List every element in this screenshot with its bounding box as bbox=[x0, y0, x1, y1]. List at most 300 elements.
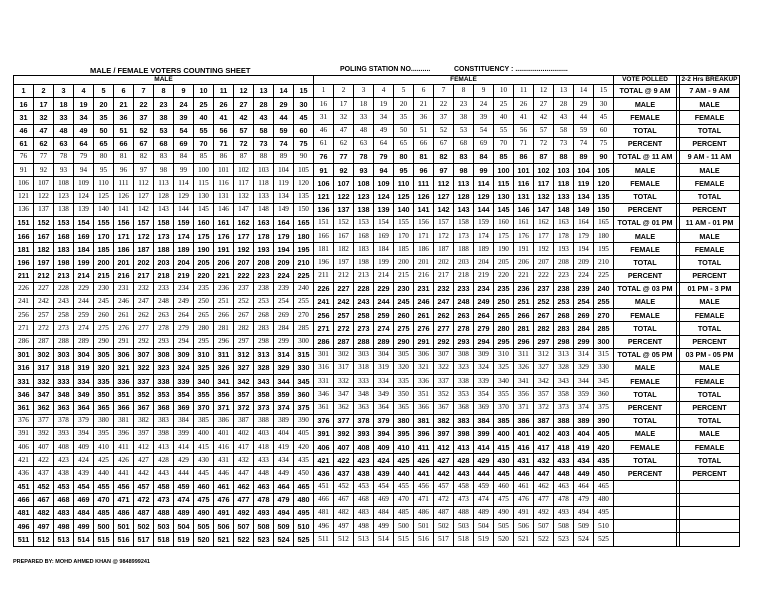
male-voter-number-cell[interactable]: 119 bbox=[274, 177, 294, 190]
female-voter-number-cell[interactable]: 239 bbox=[574, 282, 594, 295]
female-voter-number-cell[interactable]: 507 bbox=[534, 520, 554, 533]
male-voter-number-cell[interactable]: 247 bbox=[134, 296, 154, 309]
female-voter-number-cell[interactable]: 347 bbox=[334, 388, 354, 401]
male-voter-number-cell[interactable]: 248 bbox=[154, 296, 174, 309]
male-voter-number-cell[interactable]: 125 bbox=[94, 190, 114, 203]
female-voter-number-cell[interactable]: 136 bbox=[314, 203, 334, 216]
female-voter-number-cell[interactable]: 270 bbox=[594, 309, 614, 322]
female-voter-number-cell[interactable]: 142 bbox=[434, 203, 454, 216]
female-voter-number-cell[interactable]: 231 bbox=[414, 282, 434, 295]
male-voter-number-cell[interactable]: 28 bbox=[254, 98, 274, 111]
female-voter-number-cell[interactable]: 252 bbox=[534, 296, 554, 309]
male-voter-number-cell[interactable]: 316 bbox=[14, 361, 34, 374]
breakup-entry[interactable]: MALE bbox=[680, 230, 740, 243]
female-voter-number-cell[interactable]: 476 bbox=[514, 493, 534, 506]
male-voter-number-cell[interactable]: 124 bbox=[74, 190, 94, 203]
female-voter-number-cell[interactable]: 248 bbox=[454, 296, 474, 309]
female-voter-number-cell[interactable]: 445 bbox=[494, 467, 514, 480]
male-voter-number-cell[interactable]: 105 bbox=[294, 164, 314, 177]
male-voter-number-cell[interactable]: 515 bbox=[94, 533, 114, 546]
male-voter-number-cell[interactable]: 208 bbox=[254, 256, 274, 269]
male-voter-number-cell[interactable]: 50 bbox=[94, 124, 114, 137]
male-voter-number-cell[interactable]: 348 bbox=[54, 388, 74, 401]
female-voter-number-cell[interactable]: 479 bbox=[574, 493, 594, 506]
female-voter-number-cell[interactable]: 213 bbox=[354, 269, 374, 282]
male-voter-number-cell[interactable]: 388 bbox=[254, 414, 274, 427]
female-voter-number-cell[interactable]: 389 bbox=[574, 414, 594, 427]
vote-polled-entry[interactable]: FEMALE bbox=[614, 441, 677, 454]
female-voter-number-cell[interactable]: 495 bbox=[594, 507, 614, 520]
male-voter-number-cell[interactable]: 154 bbox=[74, 216, 94, 229]
female-voter-number-cell[interactable]: 502 bbox=[434, 520, 454, 533]
female-voter-number-cell[interactable]: 73 bbox=[554, 137, 574, 150]
female-voter-number-cell[interactable]: 125 bbox=[394, 190, 414, 203]
male-voter-number-cell[interactable]: 4 bbox=[74, 85, 94, 98]
female-voter-number-cell[interactable]: 4 bbox=[374, 85, 394, 98]
male-voter-number-cell[interactable]: 243 bbox=[54, 296, 74, 309]
female-voter-number-cell[interactable]: 524 bbox=[574, 533, 594, 546]
female-voter-number-cell[interactable]: 176 bbox=[514, 230, 534, 243]
male-voter-number-cell[interactable]: 299 bbox=[274, 335, 294, 348]
male-voter-number-cell[interactable]: 148 bbox=[254, 203, 274, 216]
male-voter-number-cell[interactable]: 275 bbox=[94, 322, 114, 335]
breakup-entry[interactable]: PERCENT bbox=[680, 137, 740, 150]
male-voter-number-cell[interactable]: 485 bbox=[94, 507, 114, 520]
male-voter-number-cell[interactable]: 110 bbox=[94, 177, 114, 190]
male-voter-number-cell[interactable]: 391 bbox=[14, 427, 34, 440]
male-voter-number-cell[interactable]: 32 bbox=[34, 111, 54, 124]
male-voter-number-cell[interactable]: 103 bbox=[254, 164, 274, 177]
male-voter-number-cell[interactable]: 122 bbox=[34, 190, 54, 203]
female-voter-number-cell[interactable]: 162 bbox=[534, 216, 554, 229]
male-voter-number-cell[interactable]: 508 bbox=[254, 520, 274, 533]
male-voter-number-cell[interactable]: 456 bbox=[114, 480, 134, 493]
female-voter-number-cell[interactable]: 407 bbox=[334, 441, 354, 454]
female-voter-number-cell[interactable]: 186 bbox=[414, 243, 434, 256]
male-voter-number-cell[interactable]: 349 bbox=[74, 388, 94, 401]
female-voter-number-cell[interactable]: 160 bbox=[494, 216, 514, 229]
male-voter-number-cell[interactable]: 76 bbox=[14, 150, 34, 163]
male-voter-number-cell[interactable]: 297 bbox=[234, 335, 254, 348]
male-voter-number-cell[interactable]: 155 bbox=[94, 216, 114, 229]
female-voter-number-cell[interactable]: 49 bbox=[374, 124, 394, 137]
female-voter-number-cell[interactable]: 116 bbox=[514, 177, 534, 190]
male-voter-number-cell[interactable]: 427 bbox=[134, 454, 154, 467]
male-voter-number-cell[interactable]: 164 bbox=[274, 216, 294, 229]
female-voter-number-cell[interactable]: 131 bbox=[514, 190, 534, 203]
female-voter-number-cell[interactable]: 39 bbox=[474, 111, 494, 124]
male-voter-number-cell[interactable]: 517 bbox=[134, 533, 154, 546]
breakup-entry[interactable]: MALE bbox=[680, 361, 740, 374]
male-voter-number-cell[interactable]: 491 bbox=[214, 507, 234, 520]
female-voter-number-cell[interactable]: 412 bbox=[434, 441, 454, 454]
female-voter-number-cell[interactable]: 393 bbox=[354, 427, 374, 440]
female-voter-number-cell[interactable]: 457 bbox=[434, 480, 454, 493]
female-voter-number-cell[interactable]: 107 bbox=[334, 177, 354, 190]
male-voter-number-cell[interactable]: 415 bbox=[194, 441, 214, 454]
female-voter-number-cell[interactable]: 161 bbox=[514, 216, 534, 229]
male-voter-number-cell[interactable]: 309 bbox=[174, 348, 194, 361]
female-voter-number-cell[interactable]: 201 bbox=[414, 256, 434, 269]
vote-polled-entry[interactable]: PERCENT bbox=[614, 467, 677, 480]
female-voter-number-cell[interactable]: 82 bbox=[434, 150, 454, 163]
female-voter-number-cell[interactable]: 478 bbox=[554, 493, 574, 506]
female-voter-number-cell[interactable]: 293 bbox=[454, 335, 474, 348]
female-voter-number-cell[interactable]: 261 bbox=[414, 309, 434, 322]
male-voter-number-cell[interactable]: 30 bbox=[294, 98, 314, 111]
female-voter-number-cell[interactable]: 297 bbox=[534, 335, 554, 348]
female-voter-number-cell[interactable]: 127 bbox=[434, 190, 454, 203]
male-voter-number-cell[interactable]: 335 bbox=[94, 375, 114, 388]
male-voter-number-cell[interactable]: 471 bbox=[114, 493, 134, 506]
male-voter-number-cell[interactable]: 359 bbox=[274, 388, 294, 401]
male-voter-number-cell[interactable]: 477 bbox=[234, 493, 254, 506]
male-voter-number-cell[interactable]: 98 bbox=[154, 164, 174, 177]
male-voter-number-cell[interactable]: 180 bbox=[294, 230, 314, 243]
vote-polled-block-header[interactable]: TOTAL @ 03 PM bbox=[614, 282, 677, 295]
female-voter-number-cell[interactable]: 172 bbox=[434, 230, 454, 243]
female-voter-number-cell[interactable]: 427 bbox=[434, 454, 454, 467]
male-voter-number-cell[interactable]: 121 bbox=[14, 190, 34, 203]
male-voter-number-cell[interactable]: 331 bbox=[14, 375, 34, 388]
male-voter-number-cell[interactable]: 290 bbox=[94, 335, 114, 348]
male-voter-number-cell[interactable]: 202 bbox=[134, 256, 154, 269]
vote-polled-entry[interactable]: PERCENT bbox=[614, 137, 677, 150]
female-voter-number-cell[interactable]: 12 bbox=[534, 85, 554, 98]
male-voter-number-cell[interactable]: 439 bbox=[74, 467, 94, 480]
female-voter-number-cell[interactable]: 265 bbox=[494, 309, 514, 322]
male-voter-number-cell[interactable]: 418 bbox=[254, 441, 274, 454]
female-voter-number-cell[interactable]: 115 bbox=[494, 177, 514, 190]
male-voter-number-cell[interactable]: 132 bbox=[234, 190, 254, 203]
female-voter-number-cell[interactable]: 300 bbox=[594, 335, 614, 348]
male-voter-number-cell[interactable]: 376 bbox=[14, 414, 34, 427]
female-voter-number-cell[interactable]: 221 bbox=[514, 269, 534, 282]
female-voter-number-cell[interactable]: 26 bbox=[514, 98, 534, 111]
male-voter-number-cell[interactable]: 34 bbox=[74, 111, 94, 124]
male-voter-number-cell[interactable]: 440 bbox=[94, 467, 114, 480]
male-voter-number-cell[interactable]: 449 bbox=[274, 467, 294, 480]
male-voter-number-cell[interactable]: 505 bbox=[194, 520, 214, 533]
male-voter-number-cell[interactable]: 245 bbox=[94, 296, 114, 309]
male-voter-number-cell[interactable]: 231 bbox=[114, 282, 134, 295]
male-voter-number-cell[interactable]: 365 bbox=[94, 401, 114, 414]
male-voter-number-cell[interactable]: 459 bbox=[174, 480, 194, 493]
female-voter-number-cell[interactable]: 217 bbox=[434, 269, 454, 282]
male-voter-number-cell[interactable]: 207 bbox=[234, 256, 254, 269]
male-voter-number-cell[interactable]: 301 bbox=[14, 348, 34, 361]
male-voter-number-cell[interactable]: 328 bbox=[254, 361, 274, 374]
male-voter-number-cell[interactable]: 18 bbox=[54, 98, 74, 111]
male-voter-number-cell[interactable]: 106 bbox=[14, 177, 34, 190]
female-voter-number-cell[interactable]: 22 bbox=[434, 98, 454, 111]
male-voter-number-cell[interactable]: 126 bbox=[114, 190, 134, 203]
female-voter-number-cell[interactable]: 219 bbox=[474, 269, 494, 282]
male-voter-number-cell[interactable]: 416 bbox=[214, 441, 234, 454]
female-voter-number-cell[interactable]: 467 bbox=[334, 493, 354, 506]
female-voter-number-cell[interactable]: 66 bbox=[414, 137, 434, 150]
male-voter-number-cell[interactable]: 493 bbox=[254, 507, 274, 520]
male-voter-number-cell[interactable]: 228 bbox=[54, 282, 74, 295]
female-voter-number-cell[interactable]: 7 bbox=[434, 85, 454, 98]
male-voter-number-cell[interactable]: 310 bbox=[194, 348, 214, 361]
male-voter-number-cell[interactable]: 115 bbox=[194, 177, 214, 190]
male-voter-number-cell[interactable]: 192 bbox=[234, 243, 254, 256]
male-voter-number-cell[interactable]: 466 bbox=[14, 493, 34, 506]
female-voter-number-cell[interactable]: 159 bbox=[474, 216, 494, 229]
female-voter-number-cell[interactable]: 121 bbox=[314, 190, 334, 203]
male-voter-number-cell[interactable]: 293 bbox=[154, 335, 174, 348]
female-voter-number-cell[interactable]: 189 bbox=[474, 243, 494, 256]
male-voter-number-cell[interactable]: 142 bbox=[134, 203, 154, 216]
male-voter-number-cell[interactable]: 149 bbox=[274, 203, 294, 216]
male-voter-number-cell[interactable]: 421 bbox=[14, 454, 34, 467]
male-voter-number-cell[interactable]: 194 bbox=[274, 243, 294, 256]
female-voter-number-cell[interactable]: 511 bbox=[314, 533, 334, 546]
male-voter-number-cell[interactable]: 195 bbox=[294, 243, 314, 256]
female-voter-number-cell[interactable]: 54 bbox=[474, 124, 494, 137]
female-voter-number-cell[interactable]: 392 bbox=[334, 427, 354, 440]
female-voter-number-cell[interactable]: 123 bbox=[354, 190, 374, 203]
female-voter-number-cell[interactable]: 512 bbox=[334, 533, 354, 546]
vote-polled-entry[interactable]: MALE bbox=[614, 230, 677, 243]
female-voter-number-cell[interactable]: 405 bbox=[594, 427, 614, 440]
female-voter-number-cell[interactable]: 77 bbox=[334, 150, 354, 163]
female-voter-number-cell[interactable]: 117 bbox=[534, 177, 554, 190]
female-voter-number-cell[interactable]: 328 bbox=[554, 361, 574, 374]
male-voter-number-cell[interactable]: 236 bbox=[214, 282, 234, 295]
female-voter-number-cell[interactable]: 106 bbox=[314, 177, 334, 190]
male-voter-number-cell[interactable]: 408 bbox=[54, 441, 74, 454]
female-voter-number-cell[interactable]: 179 bbox=[574, 230, 594, 243]
male-voter-number-cell[interactable]: 437 bbox=[34, 467, 54, 480]
male-voter-number-cell[interactable]: 67 bbox=[134, 137, 154, 150]
male-voter-number-cell[interactable]: 8 bbox=[154, 85, 174, 98]
female-voter-number-cell[interactable]: 74 bbox=[574, 137, 594, 150]
male-voter-number-cell[interactable]: 147 bbox=[234, 203, 254, 216]
female-voter-number-cell[interactable]: 496 bbox=[314, 520, 334, 533]
male-voter-number-cell[interactable]: 494 bbox=[274, 507, 294, 520]
male-voter-number-cell[interactable]: 339 bbox=[174, 375, 194, 388]
female-voter-number-cell[interactable]: 508 bbox=[554, 520, 574, 533]
male-voter-number-cell[interactable]: 398 bbox=[154, 427, 174, 440]
male-voter-number-cell[interactable]: 137 bbox=[34, 203, 54, 216]
male-voter-number-cell[interactable]: 273 bbox=[54, 322, 74, 335]
male-voter-number-cell[interactable]: 467 bbox=[34, 493, 54, 506]
vote-polled-entry[interactable]: MALE bbox=[614, 361, 677, 374]
male-voter-number-cell[interactable]: 468 bbox=[54, 493, 74, 506]
male-voter-number-cell[interactable]: 263 bbox=[154, 309, 174, 322]
female-voter-number-cell[interactable]: 223 bbox=[554, 269, 574, 282]
female-voter-number-cell[interactable]: 434 bbox=[574, 454, 594, 467]
male-voter-number-cell[interactable]: 80 bbox=[94, 150, 114, 163]
male-voter-number-cell[interactable]: 353 bbox=[154, 388, 174, 401]
female-voter-number-cell[interactable]: 356 bbox=[514, 388, 534, 401]
female-voter-number-cell[interactable]: 481 bbox=[314, 507, 334, 520]
female-voter-number-cell[interactable]: 291 bbox=[414, 335, 434, 348]
male-voter-number-cell[interactable]: 280 bbox=[194, 322, 214, 335]
male-voter-number-cell[interactable]: 279 bbox=[174, 322, 194, 335]
male-voter-number-cell[interactable]: 521 bbox=[214, 533, 234, 546]
breakup-entry[interactable]: PERCENT bbox=[680, 335, 740, 348]
male-voter-number-cell[interactable]: 401 bbox=[214, 427, 234, 440]
female-voter-number-cell[interactable]: 500 bbox=[394, 520, 414, 533]
female-voter-number-cell[interactable]: 25 bbox=[494, 98, 514, 111]
male-voter-number-cell[interactable]: 182 bbox=[34, 243, 54, 256]
male-voter-number-cell[interactable]: 168 bbox=[54, 230, 74, 243]
male-voter-number-cell[interactable]: 108 bbox=[54, 177, 74, 190]
male-voter-number-cell[interactable]: 473 bbox=[154, 493, 174, 506]
female-voter-number-cell[interactable]: 379 bbox=[374, 414, 394, 427]
female-voter-number-cell[interactable]: 463 bbox=[554, 480, 574, 493]
male-voter-number-cell[interactable]: 173 bbox=[154, 230, 174, 243]
male-voter-number-cell[interactable]: 375 bbox=[294, 401, 314, 414]
breakup-entry[interactable]: MALE bbox=[680, 296, 740, 309]
male-voter-number-cell[interactable]: 204 bbox=[174, 256, 194, 269]
male-voter-number-cell[interactable]: 291 bbox=[114, 335, 134, 348]
female-voter-number-cell[interactable]: 246 bbox=[414, 296, 434, 309]
female-voter-number-cell[interactable]: 247 bbox=[434, 296, 454, 309]
female-voter-number-cell[interactable]: 466 bbox=[314, 493, 334, 506]
male-voter-number-cell[interactable]: 511 bbox=[14, 533, 34, 546]
female-voter-number-cell[interactable]: 229 bbox=[374, 282, 394, 295]
male-voter-number-cell[interactable]: 172 bbox=[134, 230, 154, 243]
male-voter-number-cell[interactable]: 59 bbox=[274, 124, 294, 137]
male-voter-number-cell[interactable]: 337 bbox=[134, 375, 154, 388]
male-voter-number-cell[interactable]: 31 bbox=[14, 111, 34, 124]
male-voter-number-cell[interactable]: 48 bbox=[54, 124, 74, 137]
female-voter-number-cell[interactable]: 112 bbox=[434, 177, 454, 190]
female-voter-number-cell[interactable]: 455 bbox=[394, 480, 414, 493]
female-voter-number-cell[interactable]: 501 bbox=[414, 520, 434, 533]
male-voter-number-cell[interactable]: 285 bbox=[294, 322, 314, 335]
female-voter-number-cell[interactable]: 510 bbox=[594, 520, 614, 533]
male-voter-number-cell[interactable]: 395 bbox=[94, 427, 114, 440]
breakup-entry[interactable]: MALE bbox=[680, 98, 740, 111]
male-voter-number-cell[interactable]: 56 bbox=[214, 124, 234, 137]
female-voter-number-cell[interactable]: 258 bbox=[354, 309, 374, 322]
male-voter-number-cell[interactable]: 514 bbox=[74, 533, 94, 546]
female-voter-number-cell[interactable]: 488 bbox=[454, 507, 474, 520]
female-voter-number-cell[interactable]: 57 bbox=[534, 124, 554, 137]
male-voter-number-cell[interactable]: 424 bbox=[74, 454, 94, 467]
male-voter-number-cell[interactable]: 198 bbox=[54, 256, 74, 269]
female-voter-number-cell[interactable]: 419 bbox=[574, 441, 594, 454]
breakup-entry[interactable]: FEMALE bbox=[680, 441, 740, 454]
female-voter-number-cell[interactable]: 269 bbox=[574, 309, 594, 322]
female-voter-number-cell[interactable]: 19 bbox=[374, 98, 394, 111]
female-voter-number-cell[interactable]: 429 bbox=[474, 454, 494, 467]
female-voter-number-cell[interactable]: 310 bbox=[494, 348, 514, 361]
female-voter-number-cell[interactable]: 339 bbox=[474, 375, 494, 388]
breakup-entry[interactable]: TOTAL bbox=[680, 124, 740, 137]
male-voter-number-cell[interactable]: 259 bbox=[74, 309, 94, 322]
breakup-entry[interactable]: FEMALE bbox=[680, 111, 740, 124]
female-voter-number-cell[interactable]: 118 bbox=[554, 177, 574, 190]
female-voter-number-cell[interactable]: 230 bbox=[394, 282, 414, 295]
male-voter-number-cell[interactable]: 400 bbox=[194, 427, 214, 440]
female-voter-number-cell[interactable]: 155 bbox=[394, 216, 414, 229]
male-voter-number-cell[interactable]: 334 bbox=[74, 375, 94, 388]
male-voter-number-cell[interactable]: 295 bbox=[194, 335, 214, 348]
female-voter-number-cell[interactable]: 318 bbox=[354, 361, 374, 374]
male-voter-number-cell[interactable]: 319 bbox=[74, 361, 94, 374]
male-voter-number-cell[interactable]: 97 bbox=[134, 164, 154, 177]
male-voter-number-cell[interactable]: 69 bbox=[174, 137, 194, 150]
female-voter-number-cell[interactable]: 411 bbox=[414, 441, 434, 454]
male-voter-number-cell[interactable]: 72 bbox=[234, 137, 254, 150]
female-voter-number-cell[interactable]: 262 bbox=[434, 309, 454, 322]
male-voter-number-cell[interactable]: 71 bbox=[214, 137, 234, 150]
breakup-entry[interactable]: TOTAL bbox=[680, 256, 740, 269]
female-voter-number-cell[interactable]: 340 bbox=[494, 375, 514, 388]
vote-polled-entry[interactable]: MALE bbox=[614, 427, 677, 440]
male-voter-number-cell[interactable]: 96 bbox=[114, 164, 134, 177]
female-voter-number-cell[interactable]: 76 bbox=[314, 150, 334, 163]
female-voter-number-cell[interactable]: 450 bbox=[594, 467, 614, 480]
female-voter-number-cell[interactable]: 56 bbox=[514, 124, 534, 137]
female-voter-number-cell[interactable]: 462 bbox=[534, 480, 554, 493]
female-voter-number-cell[interactable]: 465 bbox=[594, 480, 614, 493]
male-voter-number-cell[interactable]: 153 bbox=[54, 216, 74, 229]
female-voter-number-cell[interactable]: 218 bbox=[454, 269, 474, 282]
female-voter-number-cell[interactable]: 424 bbox=[374, 454, 394, 467]
male-voter-number-cell[interactable]: 200 bbox=[94, 256, 114, 269]
female-voter-number-cell[interactable]: 210 bbox=[594, 256, 614, 269]
male-voter-number-cell[interactable]: 85 bbox=[194, 150, 214, 163]
male-voter-number-cell[interactable]: 281 bbox=[214, 322, 234, 335]
male-voter-number-cell[interactable]: 333 bbox=[54, 375, 74, 388]
female-voter-number-cell[interactable]: 185 bbox=[394, 243, 414, 256]
female-voter-number-cell[interactable]: 518 bbox=[454, 533, 474, 546]
female-voter-number-cell[interactable]: 516 bbox=[414, 533, 434, 546]
female-voter-number-cell[interactable]: 301 bbox=[314, 348, 334, 361]
male-voter-number-cell[interactable]: 84 bbox=[174, 150, 194, 163]
female-voter-number-cell[interactable]: 521 bbox=[514, 533, 534, 546]
female-voter-number-cell[interactable]: 50 bbox=[394, 124, 414, 137]
male-voter-number-cell[interactable]: 188 bbox=[154, 243, 174, 256]
male-voter-number-cell[interactable]: 399 bbox=[174, 427, 194, 440]
male-voter-number-cell[interactable]: 203 bbox=[154, 256, 174, 269]
female-voter-number-cell[interactable]: 299 bbox=[574, 335, 594, 348]
male-voter-number-cell[interactable]: 254 bbox=[274, 296, 294, 309]
male-voter-number-cell[interactable]: 403 bbox=[254, 427, 274, 440]
male-voter-number-cell[interactable]: 524 bbox=[274, 533, 294, 546]
female-voter-number-cell[interactable]: 17 bbox=[334, 98, 354, 111]
male-voter-number-cell[interactable]: 93 bbox=[54, 164, 74, 177]
female-voter-number-cell[interactable]: 443 bbox=[454, 467, 474, 480]
female-voter-number-cell[interactable]: 256 bbox=[314, 309, 334, 322]
female-voter-number-cell[interactable]: 244 bbox=[374, 296, 394, 309]
female-voter-number-cell[interactable]: 75 bbox=[594, 137, 614, 150]
female-voter-number-cell[interactable]: 435 bbox=[594, 454, 614, 467]
male-voter-number-cell[interactable]: 340 bbox=[194, 375, 214, 388]
male-voter-number-cell[interactable]: 392 bbox=[34, 427, 54, 440]
female-voter-number-cell[interactable]: 205 bbox=[494, 256, 514, 269]
male-voter-number-cell[interactable]: 47 bbox=[34, 124, 54, 137]
breakup-entry[interactable]: TOTAL bbox=[680, 388, 740, 401]
female-voter-number-cell[interactable]: 198 bbox=[354, 256, 374, 269]
female-voter-number-cell[interactable]: 48 bbox=[354, 124, 374, 137]
vote-polled-entry[interactable]: FEMALE bbox=[614, 375, 677, 388]
female-voter-number-cell[interactable]: 448 bbox=[554, 467, 574, 480]
male-voter-number-cell[interactable]: 77 bbox=[34, 150, 54, 163]
female-voter-number-cell[interactable]: 343 bbox=[554, 375, 574, 388]
male-voter-number-cell[interactable]: 352 bbox=[134, 388, 154, 401]
male-voter-number-cell[interactable]: 152 bbox=[34, 216, 54, 229]
female-voter-number-cell[interactable]: 280 bbox=[494, 322, 514, 335]
female-voter-number-cell[interactable]: 333 bbox=[354, 375, 374, 388]
